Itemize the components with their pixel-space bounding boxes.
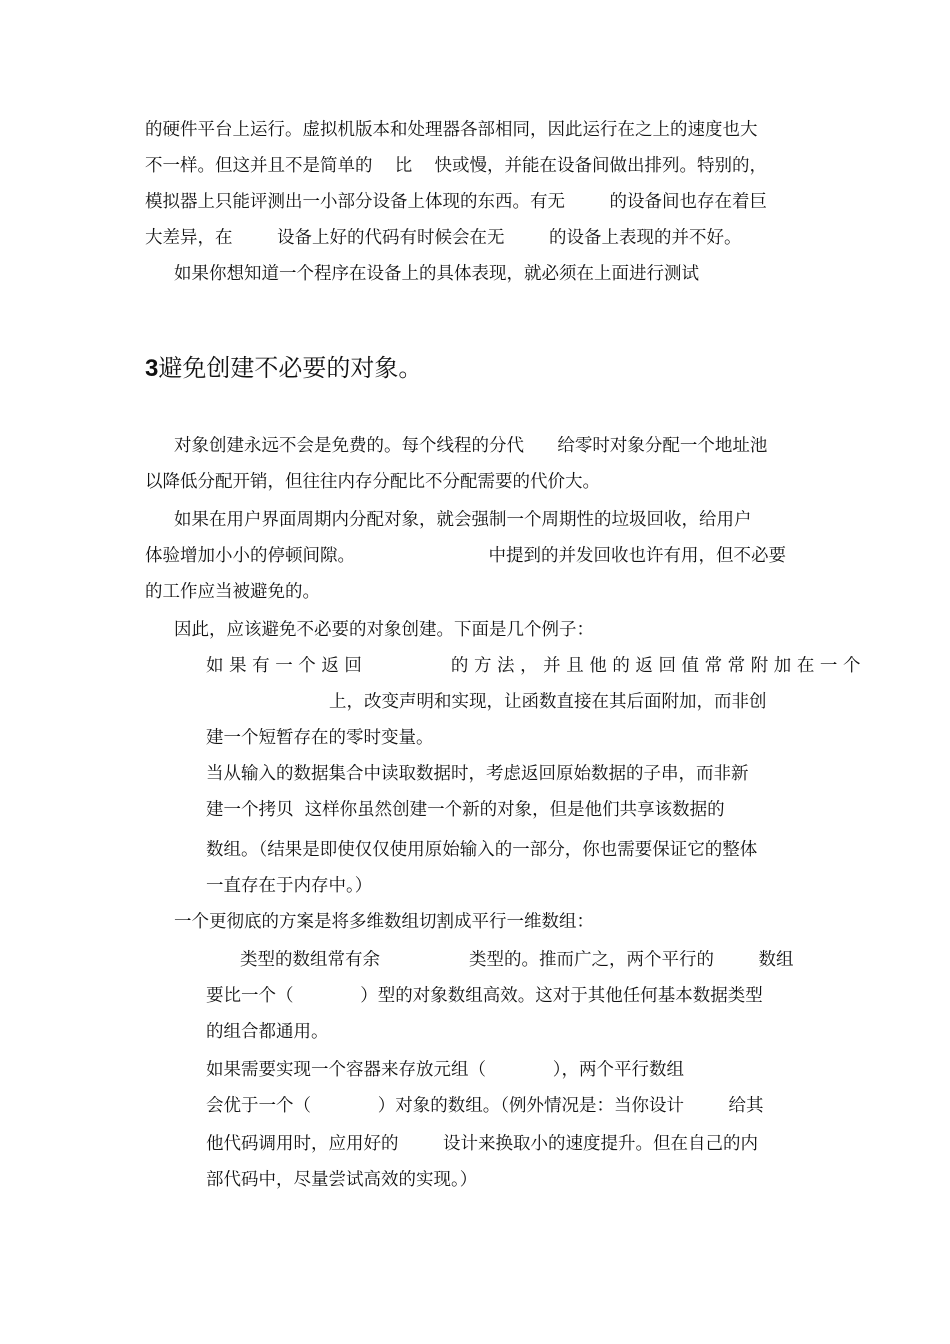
p2-line-2: 体验增加小小的停顿间隙。 中提到的并发回收也许有用，但不必要 — [145, 546, 787, 566]
intro-line-5: 如果你想知道一个程序在设备上的具体表现，就必须在上面进行测试 — [174, 264, 699, 284]
intro-line-1: 的硬件平台上运行。虚拟机版本和处理器各部相同，因此运行在之上的速度也大 — [145, 120, 758, 140]
item4-line-4: 部代码中，尽量尝试高效的实现。） — [206, 1170, 478, 1190]
p2-line-3: 的工作应当被避免的。 — [145, 582, 320, 602]
p4-line: 一个更彻底的方案是将多维数组切割成平行一维数组： — [174, 912, 594, 932]
item4-line-3: 他代码调用时，应用好的 设计来换取小的速度提升。但在自己的内 — [206, 1134, 758, 1154]
section-number: 3 — [145, 355, 159, 382]
item2-line-3: 数组。（结果是即使仅仅使用原始输入的一部分，你也需要保证它的整体 — [206, 840, 758, 860]
p1-line-2: 以降低分配开销，但往往内存分配比不分配需要的代价大。 — [145, 472, 600, 492]
item1-line-3: 建一个短暂存在的零时变量。 — [206, 728, 434, 748]
p1-line-1: 对象创建永远不会是免费的。每个线程的分代 给零时对象分配一个地址池 — [174, 436, 768, 456]
intro-line-3: 模拟器上只能评测出一小部分设备上体现的东西。有无 的设备间也存在着巨 — [145, 192, 767, 212]
item3-line-1: 类型的数组常有余 类型的。推而广之，两个平行的 数组 — [240, 950, 794, 970]
item4-line-1: 如果需要实现一个容器来存放元组（ ），两个平行数组 — [206, 1060, 685, 1080]
section-title: 避免创建不必要的对象。 — [158, 354, 423, 382]
item4-line-2: 会优于一个（ ）对象的数组。（例外情况是：当你设计 给其 — [206, 1096, 764, 1116]
item3-line-3: 的组合都通用。 — [206, 1022, 329, 1042]
intro-line-4: 大差异，在 设备上好的代码有时候会在无 的设备上表现的并不好。 — [145, 228, 742, 248]
item1-line-2: 上，改变声明和实现，让函数直接在其后面附加，而非创 — [329, 692, 767, 712]
p2-line-1: 如果在用户界面周期内分配对象，就会强制一个周期性的垃圾回收，给用户 — [174, 510, 752, 530]
p3-line: 因此，应该避免不必要的对象创建。下面是几个例子： — [174, 620, 594, 640]
item2-line-4: 一直存在于内存中。） — [206, 876, 373, 896]
intro-line-2: 不一样。但这并且不是简单的 比 快或慢，并能在设备间做出排列。特别的， — [145, 156, 767, 176]
item1-line-1: 如 果 有 一 个 返 回 的 方 法 ， 并 且 他 的 返 回 值 常 常 附 加 在 一 个 — [206, 656, 861, 676]
item3-line-2: 要比一个（ ）型的对象数组高效。这对于其他任何基本数据类型 — [206, 986, 763, 1006]
item2-line-2: 建一个拷贝 这样你虽然创建一个新的对象，但是他们共享该数据的 — [206, 800, 725, 820]
section-heading — [145, 353, 422, 384]
item2-line-1: 当从输入的数据集合中读取数据时，考虑返回原始数据的子串，而非新 — [206, 764, 749, 784]
